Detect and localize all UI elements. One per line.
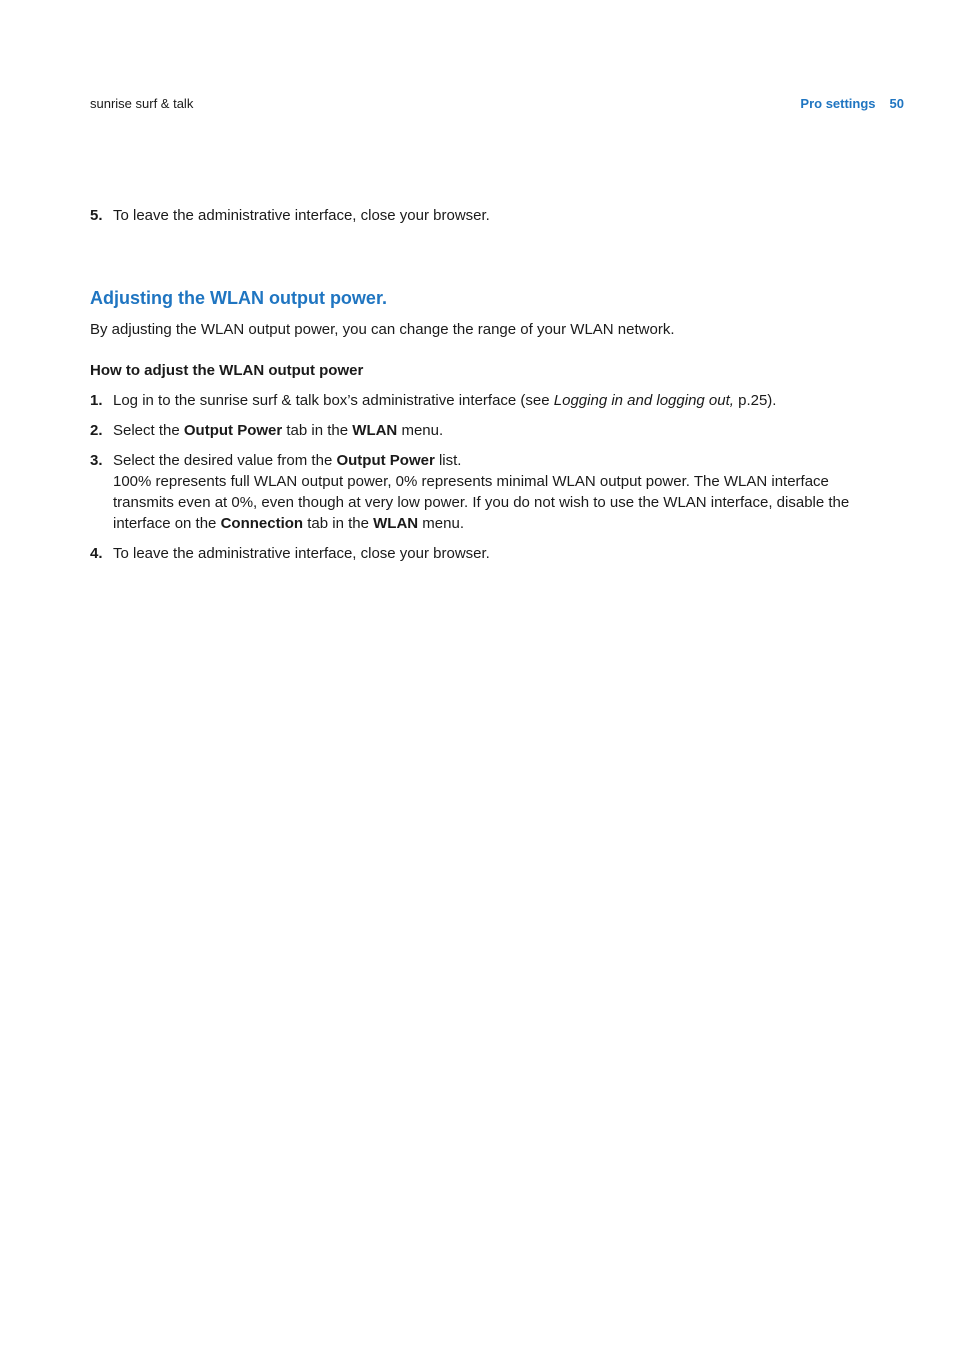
- step-item: [90, 390, 890, 411]
- step-item: [90, 543, 890, 564]
- section-heading: Adjusting the WLAN output power.: [90, 288, 387, 308]
- step-number: 2.: [90, 422, 103, 439]
- step-item: [90, 420, 890, 441]
- ui-term: WLAN: [352, 422, 398, 439]
- step-number: 3.: [90, 452, 103, 469]
- step-text: Log in to the sunrise surf & talk box’s administrative interface (see Logging in and logging out, p.25).: [113, 392, 777, 409]
- ui-term: Output Power: [183, 422, 283, 439]
- step-number: 5.: [90, 207, 103, 224]
- procedure-title: How to adjust the WLAN output power: [90, 362, 364, 379]
- ui-term: WLAN: [373, 515, 419, 532]
- step-number: 1.: [90, 392, 103, 409]
- page-number: 50: [889, 96, 904, 111]
- cross-reference: Logging in and logging out,: [553, 392, 734, 409]
- section-intro: By adjusting the WLAN output power, you can change the range of your WLAN network.: [90, 321, 675, 338]
- header-section-name: Pro settings: [800, 96, 876, 111]
- step-item: [90, 450, 890, 534]
- step-text: To leave the administrative interface, close your browser.: [113, 545, 490, 562]
- step-text: Select the Output Power tab in the WLAN menu.: [113, 422, 444, 439]
- step-item: [90, 205, 890, 226]
- ui-term: Connection: [220, 515, 304, 532]
- running-header-section: [800, 96, 904, 112]
- step-text: Select the desired value from the Output Power list. 100% represents full WLAN output power, 0% represents minimal WLAN output power. The WLAN interface transmits even at 0%, even though at very low power. If you do not wish to use the WLAN interface, disable the interface on the Connection tab in the WLAN menu.: [113, 452, 850, 532]
- ui-term: Output Power: [336, 452, 435, 469]
- step-number: 4.: [90, 545, 103, 562]
- running-header-title: sunrise surf & talk: [90, 96, 194, 111]
- step-text: To leave the administrative interface, close your browser.: [113, 207, 490, 224]
